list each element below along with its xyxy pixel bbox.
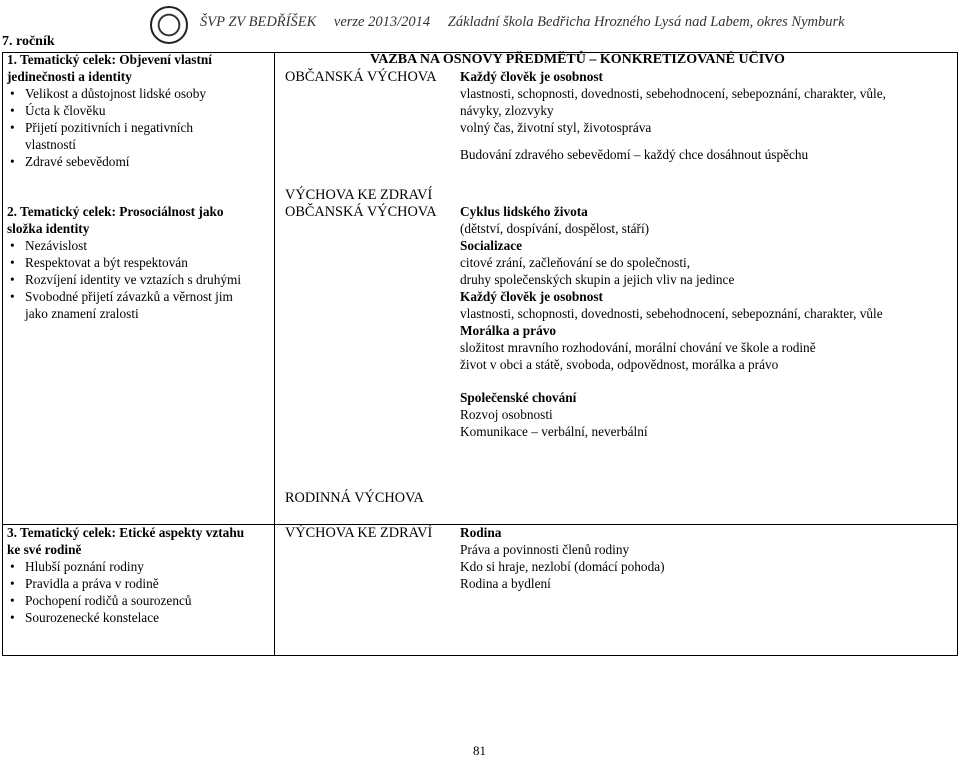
block1-bullet: • Velikost a důstojnost lidské osoby	[7, 86, 206, 103]
page-header	[0, 5, 959, 35]
block3-content-line: Rodina a bydlení	[460, 576, 551, 591]
block3-bullet: • Pravidla a práva v rodině	[7, 576, 159, 593]
block2-bullet: • Svobodné přijetí závazků a věrnost jim	[7, 289, 233, 306]
block2-subject: OBČANSKÁ VÝCHOVA	[285, 204, 437, 220]
block1-title-line1: 1. Tematický celek: Objevení vlastní	[7, 52, 212, 67]
header-svp: ŠVP ZV BEDŘÍŠEK	[200, 14, 317, 30]
block2-content-line: složitost mravního rozhodování, morální chování ve škole a rodině	[460, 340, 816, 355]
block3-title-line1: 3. Tematický celek: Etické aspekty vztahu	[7, 525, 245, 540]
table-left-border	[2, 52, 3, 656]
block2-content-line: život v obci a státě, svoboda, odpovědnost, morálka a právo	[460, 357, 779, 372]
block3-content-heading: Rodina	[460, 525, 502, 540]
page-number: 81	[473, 743, 486, 758]
block3-bullet: • Sourozenecké konstelace	[7, 610, 159, 627]
block1-bullet: • Úcta k člověku	[7, 103, 106, 120]
block1-content-line: Budování zdravého sebevědomí – každý chce dosáhnout úspěchu	[460, 147, 809, 162]
block2-content-line: (dětství, dospívání, dospělost, stáří)	[460, 221, 650, 236]
block2-bullet: • Rozvíjení identity ve vztazích s druhými	[7, 272, 241, 289]
header-school: Základní škola Bedřicha Hrozného Lysá nad Labem, okres Nymburk	[447, 14, 845, 30]
grade-label: 7. ročník	[2, 34, 55, 49]
block2-content-heading: Společenské chování	[460, 390, 577, 405]
block2-content-line: citové zrání, začleňování se do společnosti,	[460, 255, 691, 270]
block1-content-line: vlastnosti, schopnosti, dovednosti, sebehodnocení, sebepoznání, charakter, vůle,	[460, 86, 886, 101]
column-header-right: VAZBA NA OSNOVY PŘEDMĚTŮ – KONKRETIZOVANÉ UČIVO	[370, 52, 785, 67]
block1-bullet: • Přijetí pozitivních i negativních	[7, 120, 193, 137]
block2-content-line: druhy společenských skupin a jejich vliv na jedince	[460, 272, 735, 287]
block1-bullet: • Zdravé sebevědomí	[7, 154, 130, 171]
header-version: verze 2013/2014	[333, 14, 431, 30]
block2-content-line: Komunikace – verbální, neverbální	[460, 424, 648, 439]
block2-content-heading: Každý člověk je osobnost	[460, 289, 603, 304]
school-logo-icon	[150, 6, 188, 44]
block2-content-heading: Morálka a právo	[460, 323, 557, 338]
block3-content-line: Práva a povinnosti členů rodiny	[460, 542, 630, 557]
block2-content-heading: Cyklus lidského života	[460, 204, 588, 219]
block3-bullet: • Hlubší poznání rodiny	[7, 559, 144, 576]
block2-subject-family: RODINNÁ VÝCHOVA	[285, 490, 424, 506]
table-bottom-border	[2, 655, 958, 656]
block3-bullet: • Pochopení rodičů a sourozenců	[7, 593, 192, 610]
block2-bullet: • Nezávislost	[7, 238, 87, 255]
block2-title-line2: složka identity	[7, 221, 90, 236]
block3-content-line: Kdo si hraje, nezlobí (domácí pohoda)	[460, 559, 665, 574]
header-text	[200, 14, 859, 31]
block2-title-line1: 2. Tematický celek: Prosociálnost jako	[7, 204, 224, 219]
block2-content-heading: Socializace	[460, 238, 523, 253]
block3-title-line2: ke své rodině	[7, 542, 82, 557]
block1-subject: OBČANSKÁ VÝCHOVA	[285, 69, 437, 85]
table-col-divider	[274, 52, 275, 656]
block2-content-line: Rozvoj osobnosti	[460, 407, 553, 422]
table-right-border	[957, 52, 958, 656]
block1-content-line: volný čas, životní styl, životospráva	[460, 120, 652, 135]
block2-bullet-continuation: jako znamení zralosti	[25, 306, 139, 321]
block3-subject: VÝCHOVA KE ZDRAVÍ	[285, 525, 433, 541]
block1-bullet-continuation: vlastností	[25, 137, 76, 152]
block2-bullet: • Respektovat a být respektován	[7, 255, 188, 272]
block2-subject-health: VÝCHOVA KE ZDRAVÍ	[285, 187, 433, 203]
block2-content-line: vlastnosti, schopnosti, dovednosti, sebehodnocení, sebepoznání, charakter, vůle	[460, 306, 883, 321]
block1-content-line: návyky, zlozvyky	[460, 103, 554, 118]
block1-title-line2: jedinečnosti a identity	[7, 69, 132, 84]
block1-content-heading: Každý člověk je osobnost	[460, 69, 603, 84]
